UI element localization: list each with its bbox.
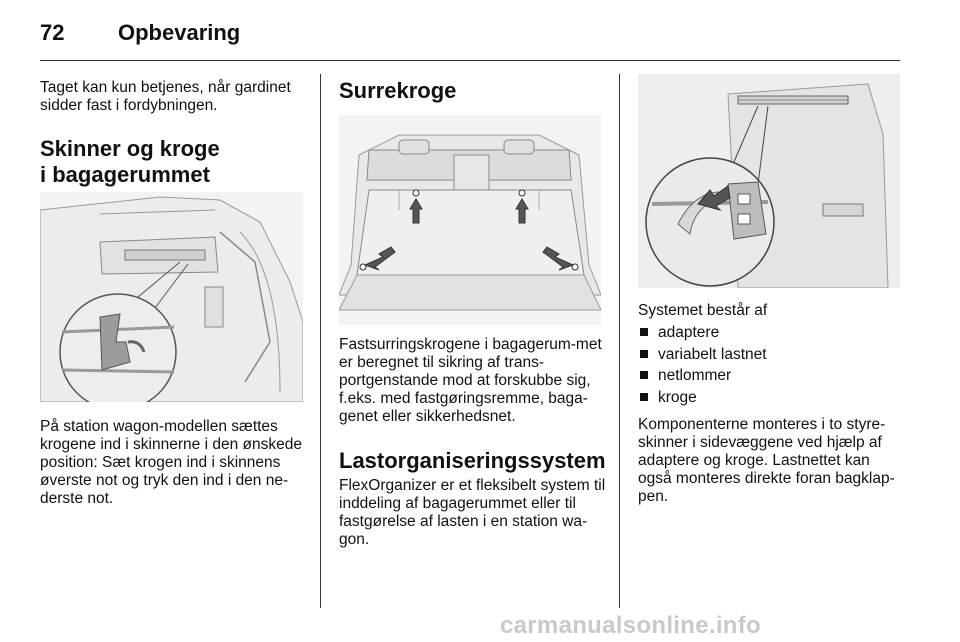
header-rule [40,60,900,61]
section-heading-rails [40,136,310,188]
rails-body-text: På station wagon-modellen sættes krogene ind i skinnerne i den ønskede position: Sæt krogen ind i skinnens øverste not og tryk den ind i den ne-derste not. [40,418,302,507]
page-title: Opbevaring [118,20,241,45]
bullet-square-icon [640,393,648,401]
column-divider-1 [320,74,321,608]
intro-text: Taget kan kun betjenes, når gardinet sidder fast i fordybningen. [40,79,291,114]
system-body-text: Komponenterne monteres i to styre-skinner i sidevæggene ved hjælp af adaptere og kroge. Lastnettet kan også monteres direkte foran bagklap-pen. [638,416,895,505]
lashing-eyes-illustration [339,115,601,325]
list-item: netlommer [638,365,900,387]
bullet-square-icon [640,350,648,358]
column-divider-2 [619,74,620,608]
section-heading-cargo-system: Lastorganiseringssystem [339,448,606,473]
list-item: kroge [638,387,900,409]
page-number: 72 [40,20,65,45]
list-item: adaptere [638,322,900,344]
lashing-body-text: Fastsurringskrogene i bagagerum-met er beregnet til sikring af trans-portgenstande mod at forskubbe sig, f.eks. med fastgøringsremme, baga-genet eller sikkerhedsnet. [339,336,602,425]
rail-hook-illustration [40,192,303,402]
section-heading-lashing: Surrekroge [339,78,457,103]
flexorganizer-illustration [638,74,900,288]
bullet-square-icon [640,328,648,336]
section-heading-line-2: i bagagerummet [40,162,210,187]
list-item: variabelt lastnet [638,344,900,366]
bullet-square-icon [640,371,648,379]
component-list [638,322,900,408]
system-intro-text: Systemet består af [638,302,768,319]
cargo-system-body-text: FlexOrganizer er et fleksibelt system til inddeling af bagagerummet eller til fastgørelse af lasten i en station wa-gon. [339,477,606,548]
watermark-link[interactable]: carmanualsonline.info [500,612,762,639]
section-heading-line-1: Skinner og kroge [40,136,220,161]
